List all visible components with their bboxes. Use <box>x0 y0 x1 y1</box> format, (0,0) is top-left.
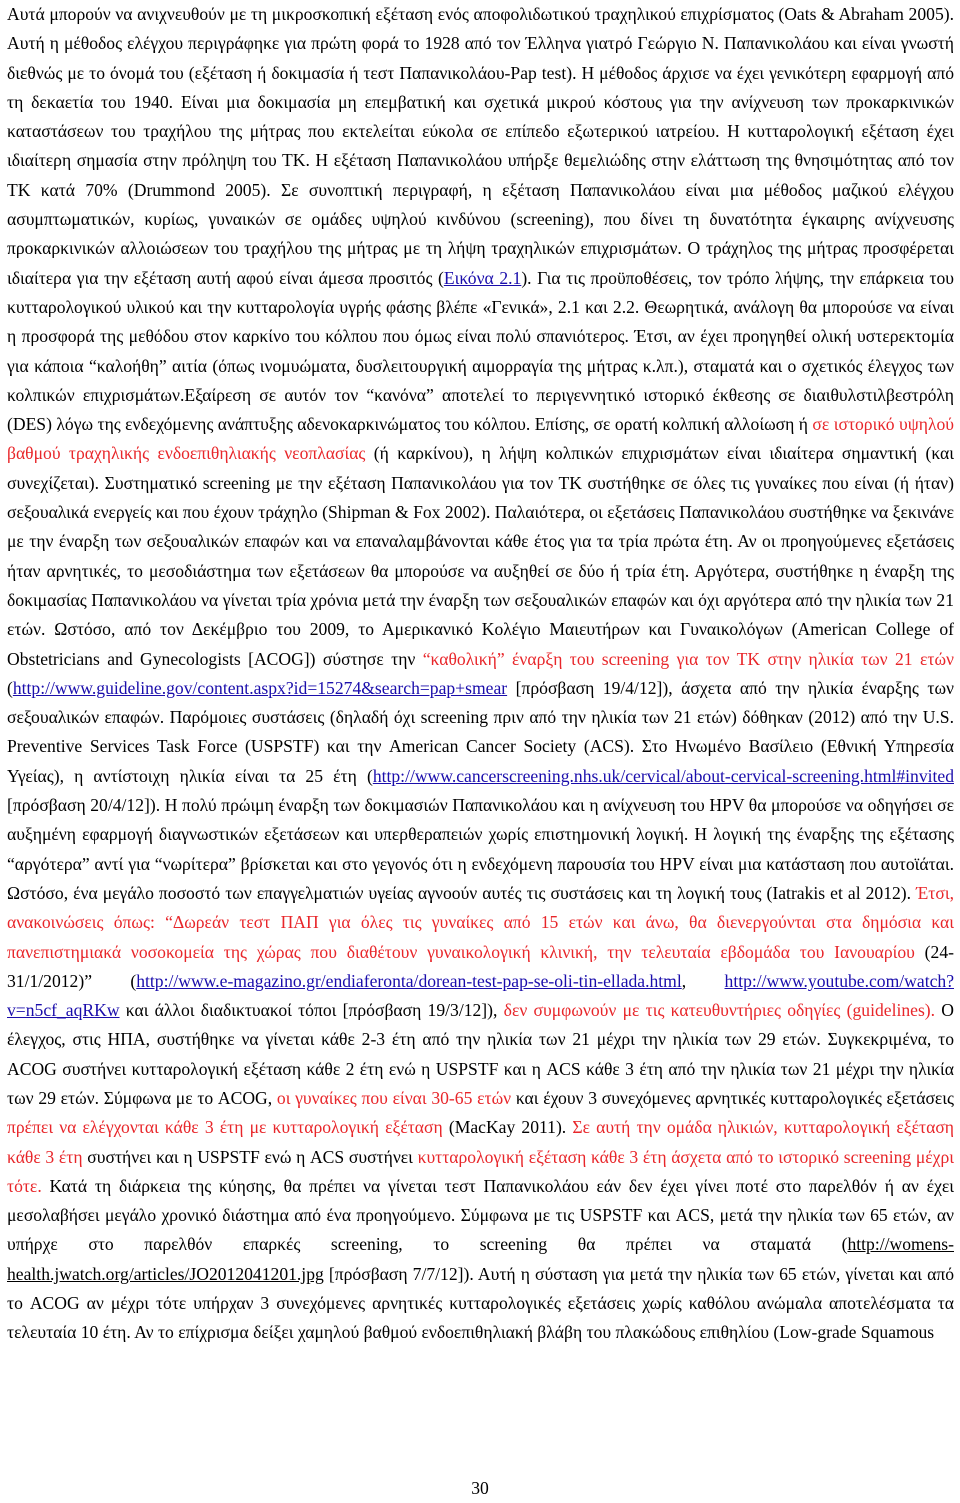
text-run: ). Για τις προϋποθέσεις, τον τρόπο λήψης, την επάρκεια του κυτταρολογικού υλικού και την κυτταρολογία υγρής φάσης βλέπε «Γενικά», 2.1 και 2.2. Θεωρητικά, ανάλογη θα μπορούσε να είναι η προσφορά της μεθόδου στον καρκίνο του κόλπου που όμως είναι πολύ σπανιότερος. Έτσι, αν έχει προηγηθεί ολική υστερεκτομία για κάποια “καλοήθη” αιτία (όπως ινομυώματα, δυσλειτουργική αιμορραγία της μήτρας κ.λπ.), σταματά και ο σχετικός έλεγχος των κολπικών επιχρισμάτων.Εξαίρεση σε αυτόν τον “κανόνα” αποτελεί το περιγεννητικό ιστορικό έκθεσης σε διαιθυλστιλβεστρόλη (DES) λόγω της ενδεχόμενης ανάπτυξης αδενοκαρκινώματος του κόλπου. Επίσης, σε ορατή κολπική αλλοίωση ή <box>7 267 954 435</box>
text-run: (24-31/1/2012)” ( <box>7 941 954 991</box>
text-run: [πρόσβαση 20/4/12]). Η πολύ πρώιμη έναρξη των δοκιμασιών Παπανικολάου και η ανίχνευση του HPV θα μπορούσε να οδηγήσει σε αυξημένη εφαρμογή διαγνωστικών εξετάσεων και υπερθεραπειών χωρίς επιστημονική λογική. Η λογική της έναρξης της εξέτασης “αργότερα” αντί για “νωρίτερα” βρίσκεται και στο γεγονός ότι η ενδεχόμενη παρουσία του HPV είναι μια κατάσταση που αυτοϊάται. Ωστόσο, ένα μεγάλο ποσοστό των επαγγελματιών υγείας αγνοούν αυτές τις συστάσεις και τη λογική τους (Iatrakis et al 2012). <box>7 795 954 903</box>
highlighted-text: Έτσι, ανακοινώσεις όπως: “Δωρεάν τεστ ΠΑΠ για όλες τις γυναίκες από 15 ετών και άνω, θα διενεργούνται στα δημόσια και πανεπιστημιακά νοσοκομεία της χώρας που διαθέτουν γυναικολογική κλινική, την τελευταία εβδομάδα του Ιανουαρίου <box>7 882 954 962</box>
inline-link[interactable]: http://www.guideline.gov/content.aspx?id=15274&search=pap+smear <box>12 677 508 698</box>
highlighted-text: κυτταρολογική εξέταση κάθε 3 έτη άσχετα από το ιστορικό screening μέχρι τότε. <box>7 1146 955 1196</box>
inline-link[interactable]: Εικόνα 2.1 <box>443 267 522 288</box>
highlighted-text: δεν συμφωνούν με τις κατευθυντήριες οδηγίες (guidelines). <box>503 1000 936 1021</box>
inline-link[interactable]: http://www.e-magazino.gr/endiaferonta/dorean-test-pap-se-oli-tin-ellada.html <box>136 970 682 991</box>
text-run: ( <box>7 677 13 698</box>
page-number: 30 <box>471 1478 489 1498</box>
text-run: συστήνει και η USPSTF ενώ η ACS συστήνει <box>82 1146 418 1167</box>
highlighted-text: οι γυναίκες που είναι 30-65 ετών <box>276 1087 512 1108</box>
body-paragraph <box>7 0 954 1348</box>
text-run: και άλλοι διαδικτυακοί τόποι [πρόσβαση 19/3/12]), <box>119 1000 504 1021</box>
text-run: , <box>681 970 725 991</box>
document-page <box>7 0 954 1348</box>
text-run: (MacKay 2011). <box>442 1117 573 1138</box>
inline-link[interactable]: http://www.youtube.com/watch?v=n5cf_aqRKw <box>7 970 954 1021</box>
highlighted-text: “καθολική” έναρξη του screening για τον ΤΚ στην ηλικία των 21 ετών <box>422 648 954 669</box>
highlighted-text: σε ιστορικό υψηλού βαθμού τραχηλικής ενδοεπιθηλιακής νεοπλασίας <box>7 414 954 464</box>
highlighted-text: πρέπει να ελέγχονται κάθε 3 έτη με κυτταρολογική εξέταση <box>7 1117 443 1138</box>
highlighted-text: Σε αυτή την ομάδα ηλικιών, κυτταρολογική εξέταση κάθε 3 έτη <box>7 1117 955 1167</box>
text-run: Κατά τη διάρκεια της κύησης, θα πρέπει να γίνεται τεστ Παπανικολάου εάν δεν έχει γίνει ποτέ στο παρελθόν ή αν έχει μεσολαβήσει μεγάλο χρονικό διάστημα από ένα προηγούμενο. Σύμφωνα με τις USPSTF και ACS, μετά την ηλικία των 65 ετών, αν υπήρχε στο παρελθόν επαρκές screening, το screening θα πρέπει να σταματά ( <box>7 1175 954 1255</box>
text-run: Αυτά μπορούν να ανιχνευθούν με τη μικροσκοπική εξέταση ενός αποφολιδωτικού τραχηλικού επιχρίσματος (Oats & Abraham 2005). Αυτή η μέθοδος ελέγχου περιγράφηκε για πρώτη φορά το 1928 από τον Έλληνα γιατρό Γεώργιο Ν. Παπανικολάου και είναι γνωστή διεθνώς με το όνομά του (εξέταση ή δοκιμασία ή τεστ Παπανικολάου-Pap test). Η μέθοδος άρχισε να έχει γενικότερη εφαρμογή από τη δεκαετία του 1940. Είναι μια δοκιμασία μη επεμβατική και σχετικά μικρού κόστους για την ανίχνευση των προκαρκινικών καταστάσεων του τραχήλου της μήτρας που εκτελείται εύκολα σε επίπεδο εξωτερικού ιατρείου. Η κυτταρολογική εξέταση έχει ιδιαίτερη σημασία στην πρόληψη του ΤΚ. Η εξέταση Παπανικολάου υπήρξε θεμελιώδης στην ελάττωση της θνησιμότητας από τον ΤΚ κατά 70% (Drummond 2005). Σε συνοπτική περιγραφή, η εξέταση Παπανικολάου είναι μια μέθοδος μαζικού ελέγχου ασυμπτωματικών, κυρίως, γυναικών σε ομάδες υψηλού κινδύνου (screening), που δίνει τη δυνατότητα έγκαιρης ανίχνευσης προκαρκινικών αλλοιώσεων του τραχήλου της μήτρας με τη λήψη τραχηλικών επιχρισμάτων. Ο τράχηλος της μήτρας προσφέρεται ιδιαίτερα για την εξέταση αυτή αφού είναι άμεσα προσιτός ( <box>7 4 954 288</box>
text-run: και έχουν 3 συνεχόμενες αρνητικές κυτταρολογικές εξετάσεις <box>511 1087 955 1108</box>
inline-link[interactable]: http://www.cancerscreening.nhs.uk/cervical/about-cervical-screening.html#invited <box>372 765 954 786</box>
text-run: [πρόσβαση 19/4/12]), άσχετα από την ηλικία έναρξης των σεξουαλικών επαφών. Παρόμοιες συστάσεις (δηλαδή όχι screening πριν από την ηλικία των 21 ετών) δόθηκαν (2012) από την U.S. Preventive Services Task Force (USPSTF) και την American Cancer Society (ACS). Στο Ηνωμένο Βασίλειο (Εθνική Υπηρεσία Υγείας), η αντίστοιχη ηλικία είναι τα 25 έτη ( <box>7 677 954 786</box>
text-run: [πρόσβαση 7/7/12]). Αυτή η σύσταση για μετά την ηλικία των 65 ετών, γίνεται και από το ACOG αν μέχρι τότε υπήρχαν 3 συνεχόμενες αρνητικές κυτταρολογικές εξετάσεις χωρίς καθόλου ανώμαλα αποτελέσματα τα τελευταία 10 έτη. Αν το επίχρισμα δείξει χαμηλού βαθμού ενδοεπιθηλιακή βλάβη του πλακώδους επιθηλίου (Low-grade Squamous <box>7 1263 954 1343</box>
text-run: Ο έλεγχος, στις ΗΠΑ, συστήθηκε να γίνεται κάθε 2-3 έτη από την ηλικία των 21 μέχρι την ηλικία των 29 ετών. Συγκεκριμένα, το ACOG συστήνει κυτταρολογική εξέταση κάθε 2 έτη ενώ η USPSTF και η ACS κάθε 3 έτη από την ηλικία των 21 μέχρι την ηλικία των 29 ετών. Σύμφωνα με το ACOG, <box>7 1000 955 1108</box>
text-run: (ή καρκίνου), η λήψη κολπικών επιχρισμάτων είναι ιδιαίτερα σημαντική (και συνεχίζεται). Συστηματικό screening με την εξέταση Παπανικολάου για τον ΤΚ συστήθηκε σε όλες τις γυναίκες που είναι (ή ήταν) σεξουαλικά ενεργείς και που έχουν τράχηλο (Shipman & Fox 2002). Παλαιότερα, οι εξετάσεις Παπανικολάου συστήθηκε να ξεκινάνε με την έναρξη των σεξουαλικών επαφών και να επαναλαμβάνονται κάθε έτος για τα τρία πρώτα έτη. Αν οι προηγούμενες εξετάσεις ήταν αρνητικές, το μεσοδιάστημα των εξετάσεων θα μπορούσε να αυξηθεί σε δύο ή τρία έτη. Αργότερα, συστήθηκε η έναρξη της δοκιμασίας Παπανικολάου να γίνεται τρία χρόνια μετά την έναρξη των σεξουαλικών επαφών και όχι αργότερα από την ηλικία των 21 ετών. Ωστόσο, από τον Δεκέμβριο του 2009, το Αμερικανικό Κολέγιο Μαιευτήρων και Γυναικολόγων (American College of Obstetricians and Gynecologists [ACOG]) σύστησε την <box>7 443 954 669</box>
inline-link[interactable]: http://womens-health.jwatch.org/articles/JO2012041201.jpg <box>7 1234 954 1284</box>
